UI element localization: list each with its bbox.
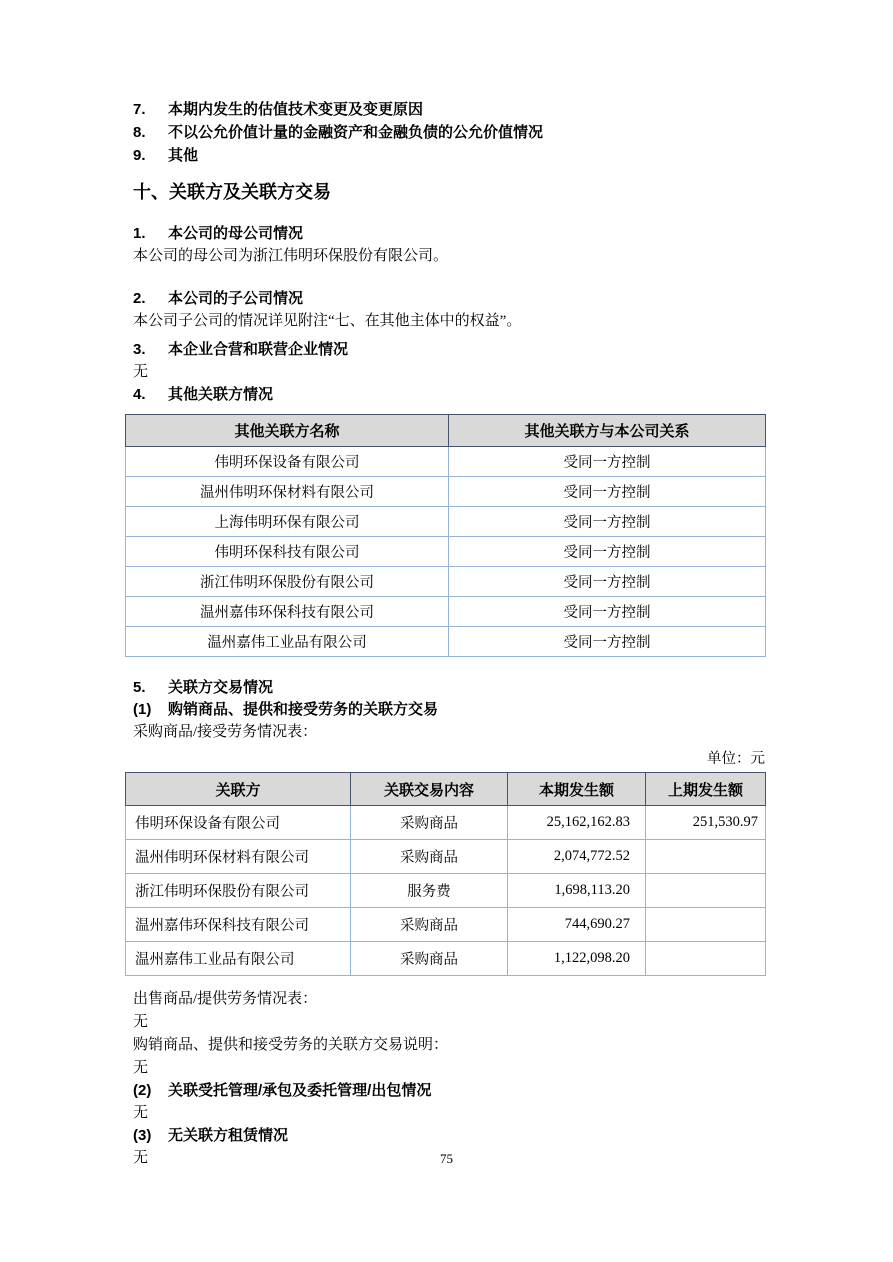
subsection-number: 3. <box>133 341 146 358</box>
purchase-note: 采购商品/接受劳务情况表： <box>133 724 318 740</box>
subsection-5-item2-heading <box>133 1080 765 1102</box>
relationship-cell: 受同一方控制 <box>449 447 766 477</box>
table-row <box>126 874 766 908</box>
table-row <box>126 537 766 567</box>
table-row <box>126 477 766 507</box>
current-amount-cell: 1,122,098.20 <box>508 942 646 976</box>
subsection-title: 其他关联方情况 <box>168 386 274 403</box>
table-row <box>126 908 766 942</box>
table-row <box>126 507 766 537</box>
sell-note: 出售商品/提供劳务情况表： <box>133 991 318 1007</box>
party-name-cell: 浙江伟明环保股份有限公司 <box>126 874 351 908</box>
subsection-number: 5. <box>133 679 146 696</box>
transaction-type-cell: 服务费 <box>351 874 508 908</box>
party-name-cell: 温州嘉伟工业品有限公司 <box>126 942 351 976</box>
transactions-table <box>125 772 766 976</box>
subsection-5-item1-heading <box>133 699 765 721</box>
table-row <box>126 567 766 597</box>
unit-label: 单位：元 <box>707 751 765 767</box>
toc-item-9 <box>133 144 765 167</box>
column-header: 关联交易内容 <box>351 773 508 806</box>
party-name-cell: 温州伟明环保材料有限公司 <box>126 840 351 874</box>
subsection-2-heading <box>133 288 765 310</box>
toc-item-7 <box>133 98 765 121</box>
table-row <box>126 806 766 840</box>
subsection-title: 本公司的子公司情况 <box>168 290 304 307</box>
toc-item-number: 7. <box>133 101 146 118</box>
none-line: 无 <box>133 1014 149 1030</box>
table-row <box>126 447 766 477</box>
item-title: 关联受托管理/承包及委托管理/出包情况 <box>168 1082 432 1099</box>
prior-amount-cell <box>646 942 766 976</box>
relationship-cell: 受同一方控制 <box>449 537 766 567</box>
current-amount-cell: 25,162,162.83 <box>508 806 646 840</box>
current-amount-cell: 2,074,772.52 <box>508 840 646 874</box>
party-name-cell: 伟明环保设备有限公司 <box>126 806 351 840</box>
relationship-cell: 受同一方控制 <box>449 597 766 627</box>
prior-amount-cell: 251,530.97 <box>646 806 766 840</box>
column-header: 关联方 <box>126 773 351 806</box>
subsection-1-heading <box>133 223 765 245</box>
subsection-1-body: 本公司的母公司为浙江伟明环保股份有限公司。 <box>133 248 449 264</box>
prior-amount-cell <box>646 874 766 908</box>
transaction-type-cell: 采购商品 <box>351 806 508 840</box>
subsection-3-body: 无 <box>133 364 149 380</box>
column-header: 其他关联方名称 <box>126 415 449 447</box>
none-line: 无 <box>133 1150 149 1166</box>
column-header: 本期发生额 <box>508 773 646 806</box>
item-number: (1) <box>133 701 152 718</box>
prior-amount-cell <box>646 908 766 942</box>
transaction-type-cell: 采购商品 <box>351 942 508 976</box>
item-title: 无关联方租赁情况 <box>168 1127 289 1144</box>
party-name-cell: 温州嘉伟环保科技有限公司 <box>126 597 449 627</box>
toc-item-label: 不以公允价值计量的金融资产和金融负债的公允价值情况 <box>168 124 544 141</box>
transaction-type-cell: 采购商品 <box>351 840 508 874</box>
current-amount-cell: 744,690.27 <box>508 908 646 942</box>
item-title: 购销商品、提供和接受劳务的关联方交易 <box>168 701 439 718</box>
relationship-cell: 受同一方控制 <box>449 507 766 537</box>
toc-item-number: 9. <box>133 147 146 164</box>
table-row <box>126 942 766 976</box>
subsection-5-heading <box>133 677 765 699</box>
page-number: 75 <box>440 1151 453 1166</box>
relationship-cell: 受同一方控制 <box>449 627 766 657</box>
subsection-2-body: 本公司子公司的情况详见附注“七、在其他主体中的权益”。 <box>133 313 522 329</box>
party-name-cell: 伟明环保设备有限公司 <box>126 447 449 477</box>
party-name-cell: 温州伟明环保材料有限公司 <box>126 477 449 507</box>
subsection-3-heading <box>133 339 765 361</box>
table-header-row <box>126 773 766 806</box>
subsection-5-item3-heading <box>133 1125 765 1147</box>
subsection-4-heading <box>133 384 765 406</box>
column-header: 上期发生额 <box>646 773 766 806</box>
current-amount-cell: 1,698,113.20 <box>508 874 646 908</box>
table-row <box>126 627 766 657</box>
none-line: 无 <box>133 1105 149 1121</box>
transaction-type-cell: 采购商品 <box>351 908 508 942</box>
item-number: (2) <box>133 1082 152 1099</box>
table-row <box>126 840 766 874</box>
subsection-number: 1. <box>133 225 146 242</box>
none-line: 无 <box>133 1060 149 1076</box>
toc-item-number: 8. <box>133 124 146 141</box>
column-header: 其他关联方与本公司关系 <box>449 415 766 447</box>
subsection-title: 本公司的母公司情况 <box>168 225 304 242</box>
subsection-title: 本企业合营和联营企业情况 <box>168 341 349 358</box>
relationship-cell: 受同一方控制 <box>449 567 766 597</box>
party-name-cell: 温州嘉伟环保科技有限公司 <box>126 908 351 942</box>
subsection-number: 4. <box>133 386 146 403</box>
subsection-title: 关联方交易情况 <box>168 679 274 696</box>
document-content <box>133 98 765 1170</box>
subsection-number: 2. <box>133 290 146 307</box>
desc-note: 购销商品、提供和接受劳务的关联方交易说明： <box>133 1037 449 1053</box>
party-name-cell: 上海伟明环保有限公司 <box>126 507 449 537</box>
party-name-cell: 浙江伟明环保股份有限公司 <box>126 567 449 597</box>
table-header-row <box>126 415 766 447</box>
toc-item-label: 其他 <box>168 147 199 164</box>
prior-amount-cell <box>646 840 766 874</box>
relationship-cell: 受同一方控制 <box>449 477 766 507</box>
party-name-cell: 温州嘉伟工业品有限公司 <box>126 627 449 657</box>
table-row <box>126 597 766 627</box>
section-title: 十、关联方及关联方交易 <box>133 182 331 202</box>
toc-item-label: 本期内发生的估值技术变更及变更原因 <box>168 101 424 118</box>
related-party-table <box>125 414 766 657</box>
party-name-cell: 伟明环保科技有限公司 <box>126 537 449 567</box>
item-number: (3) <box>133 1127 152 1144</box>
toc-item-8 <box>133 121 765 144</box>
